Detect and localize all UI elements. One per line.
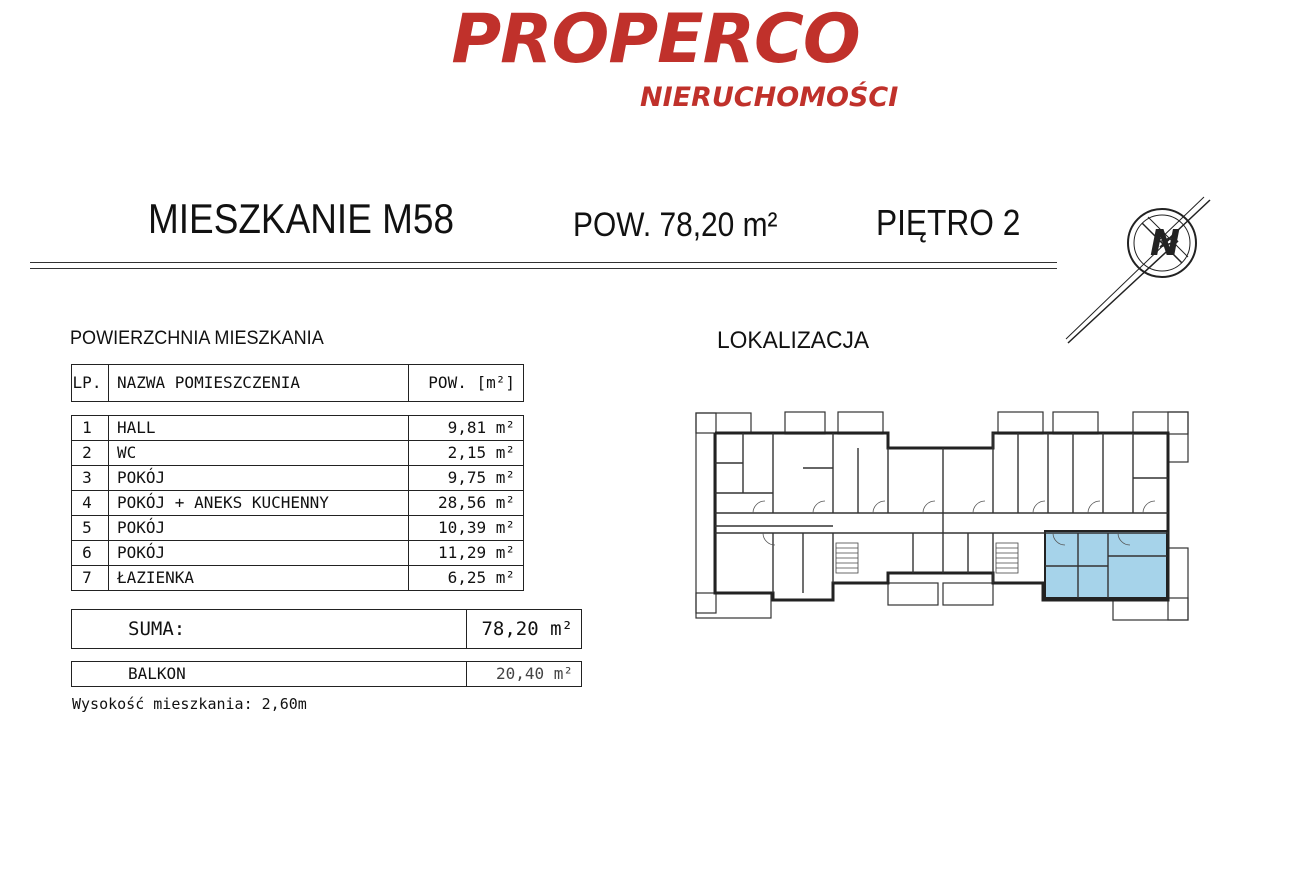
column-header-name: NAZWA POMIESZCZENIA [109, 365, 409, 402]
room-number: 5 [72, 516, 109, 541]
balcony-value: 20,40 m² [467, 662, 582, 687]
room-area: 2,15 m² [409, 441, 524, 466]
column-header-area: POW. [m²] [409, 365, 524, 402]
room-name: POKÓJ [109, 516, 409, 541]
room-area: 9,75 m² [409, 466, 524, 491]
company-logo: PROPERCO [451, 0, 860, 79]
company-logo-subtitle: NIERUCHOMOŚCI [640, 82, 899, 113]
room-area: 11,29 m² [409, 541, 524, 566]
sum-table [71, 609, 582, 649]
room-area: 10,39 m² [409, 516, 524, 541]
table-row [72, 541, 524, 566]
room-number: 6 [72, 541, 109, 566]
room-number: 3 [72, 466, 109, 491]
header-divider-top [30, 262, 1057, 263]
header-divider-bottom [30, 268, 1057, 269]
table-row [72, 566, 524, 591]
sum-label: SUMA: [72, 610, 467, 649]
location-title: LOKALIZACJA [717, 327, 870, 354]
room-table [71, 415, 524, 591]
height-note: Wysokość mieszkania: 2,60m [72, 695, 307, 713]
apartment-title: MIESZKANIE M58 [148, 195, 455, 242]
table-row [72, 441, 524, 466]
room-area: 28,56 m² [409, 491, 524, 516]
room-name: POKÓJ + ANEKS KUCHENNY [109, 491, 409, 516]
room-number: 4 [72, 491, 109, 516]
apartment-highlight [1045, 531, 1167, 598]
section-title: POWIERZCHNIA MIESZKANIA [70, 328, 324, 349]
balcony-label: BALKON [72, 662, 467, 687]
room-table-header [71, 364, 524, 402]
room-number: 2 [72, 441, 109, 466]
room-area: 6,25 m² [409, 566, 524, 591]
room-number: 7 [72, 566, 109, 591]
north-arrow-icon [1060, 195, 1220, 350]
column-header-lp: LP. [72, 365, 109, 402]
room-name: HALL [109, 416, 409, 441]
apartment-floor: PIĘTRO 2 [876, 202, 1021, 243]
room-name: ŁAZIENKA [109, 566, 409, 591]
table-row [72, 516, 524, 541]
balcony-table [71, 661, 582, 687]
room-name: POKÓJ [109, 466, 409, 491]
room-name: POKÓJ [109, 541, 409, 566]
room-area: 9,81 m² [409, 416, 524, 441]
table-row [72, 416, 524, 441]
floor-plan-map [693, 408, 1193, 623]
room-name: WC [109, 441, 409, 466]
compass-letter: N [1150, 223, 1181, 264]
room-number: 1 [72, 416, 109, 441]
apartment-area: POW. 78,20 m² [573, 206, 778, 244]
table-row [72, 466, 524, 491]
table-row [72, 491, 524, 516]
sum-value: 78,20 m² [467, 610, 582, 649]
